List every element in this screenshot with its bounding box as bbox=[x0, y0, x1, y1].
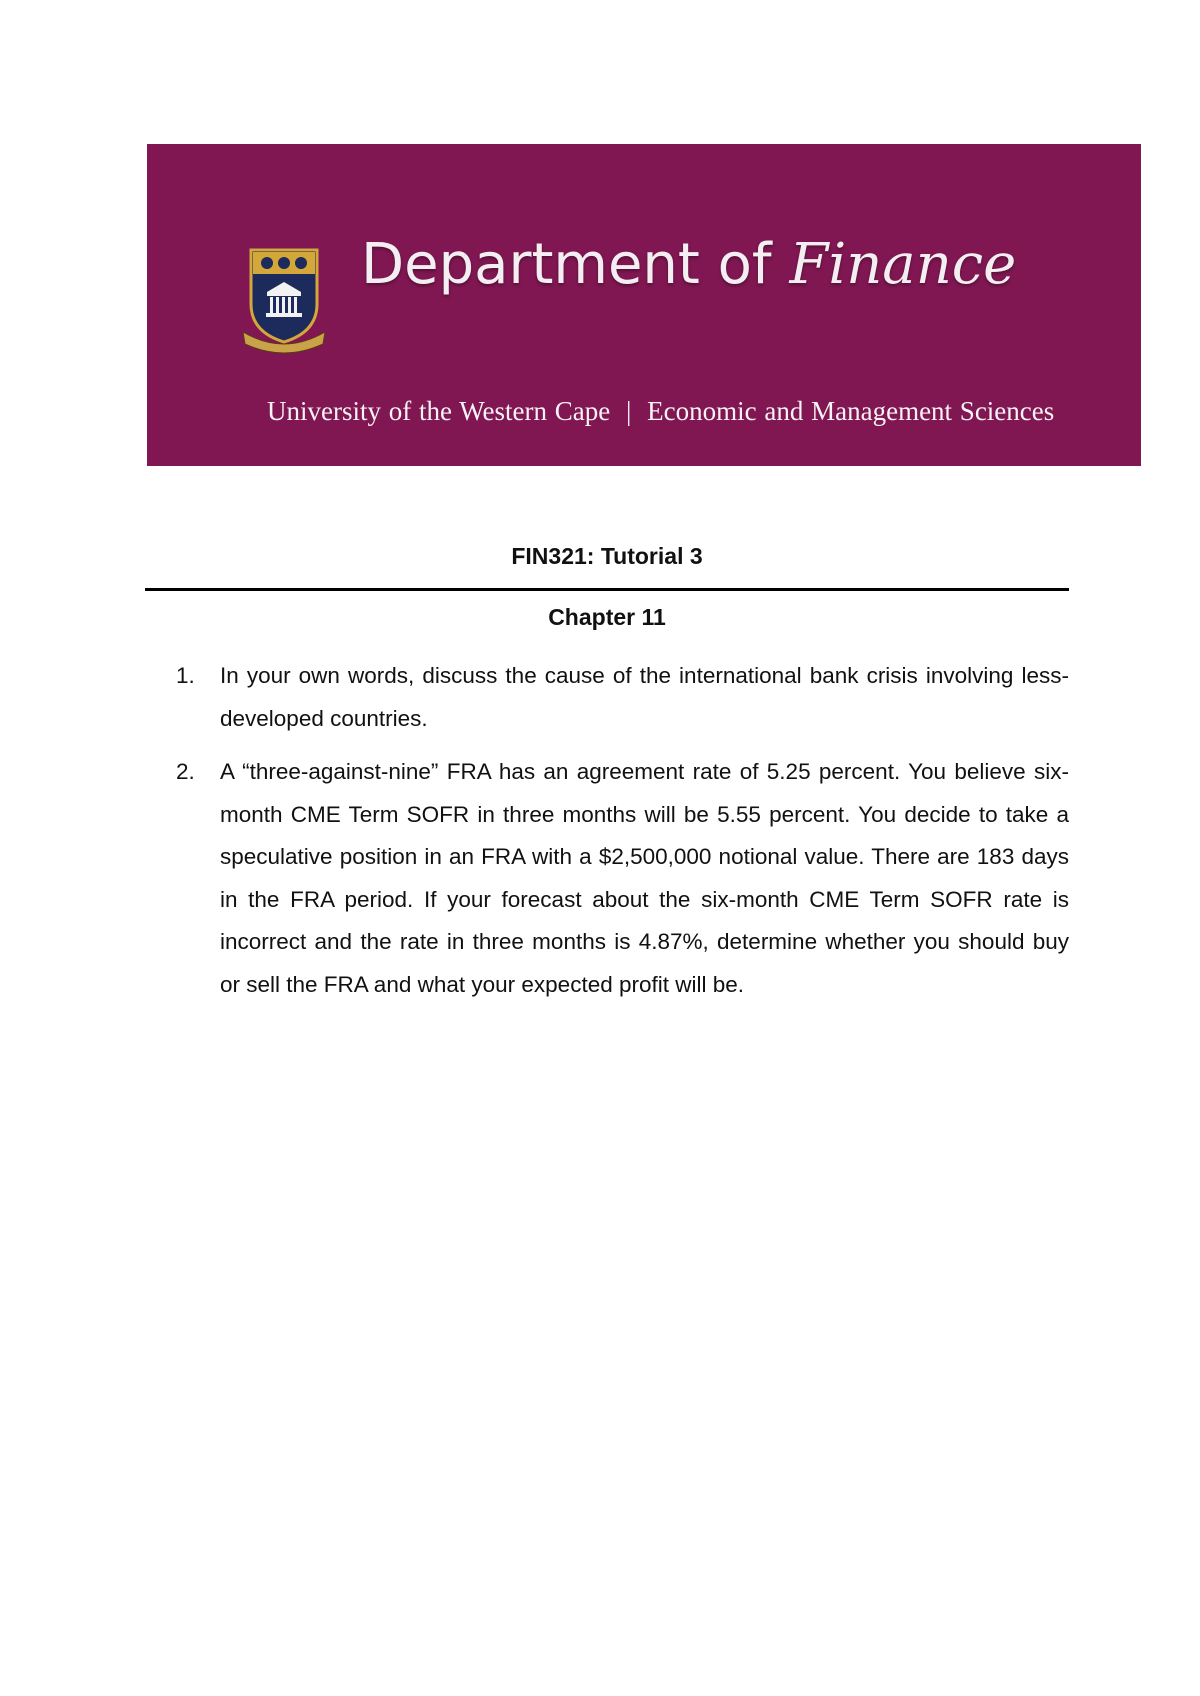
header-separator: | bbox=[626, 396, 632, 426]
question-item bbox=[176, 655, 1069, 740]
university-faculty-line bbox=[267, 396, 1054, 427]
chapter-heading: Chapter 11 bbox=[548, 604, 666, 630]
question-item bbox=[176, 751, 1069, 1006]
document-title: FIN321: Tutorial 3 bbox=[511, 543, 703, 569]
department-banner bbox=[147, 144, 1141, 466]
title-divider bbox=[145, 588, 1069, 591]
faculty-name: Economic and Management Sciences bbox=[647, 396, 1055, 426]
question-list bbox=[176, 655, 1069, 1017]
department-title-emphasis: Finance bbox=[789, 232, 1017, 297]
question-number: 2. bbox=[176, 759, 195, 784]
university-name: University of the Western Cape bbox=[267, 396, 611, 426]
department-title-prefix: Department of bbox=[361, 232, 772, 297]
question-text: In your own words, discuss the cause of the international bank crisis involving less-developed countries. bbox=[220, 663, 1069, 731]
university-crest-logo bbox=[239, 244, 329, 354]
question-text: A “three-against-nine” FRA has an agreement rate of 5.25 percent. You believe six-month CME Term SOFR in three months will be 5.55 percent. You decide to take a speculative position in an FRA with a $2,500,000 notional value. There are 183 days in the FRA period. If your forecast about the six-month CME Term SOFR rate is incorrect and the rate in three months is 4.87%, determine whether you should buy or sell the FRA and what your expected profit will be. bbox=[220, 759, 1069, 997]
question-number: 1. bbox=[176, 663, 195, 688]
department-title bbox=[361, 232, 1016, 297]
